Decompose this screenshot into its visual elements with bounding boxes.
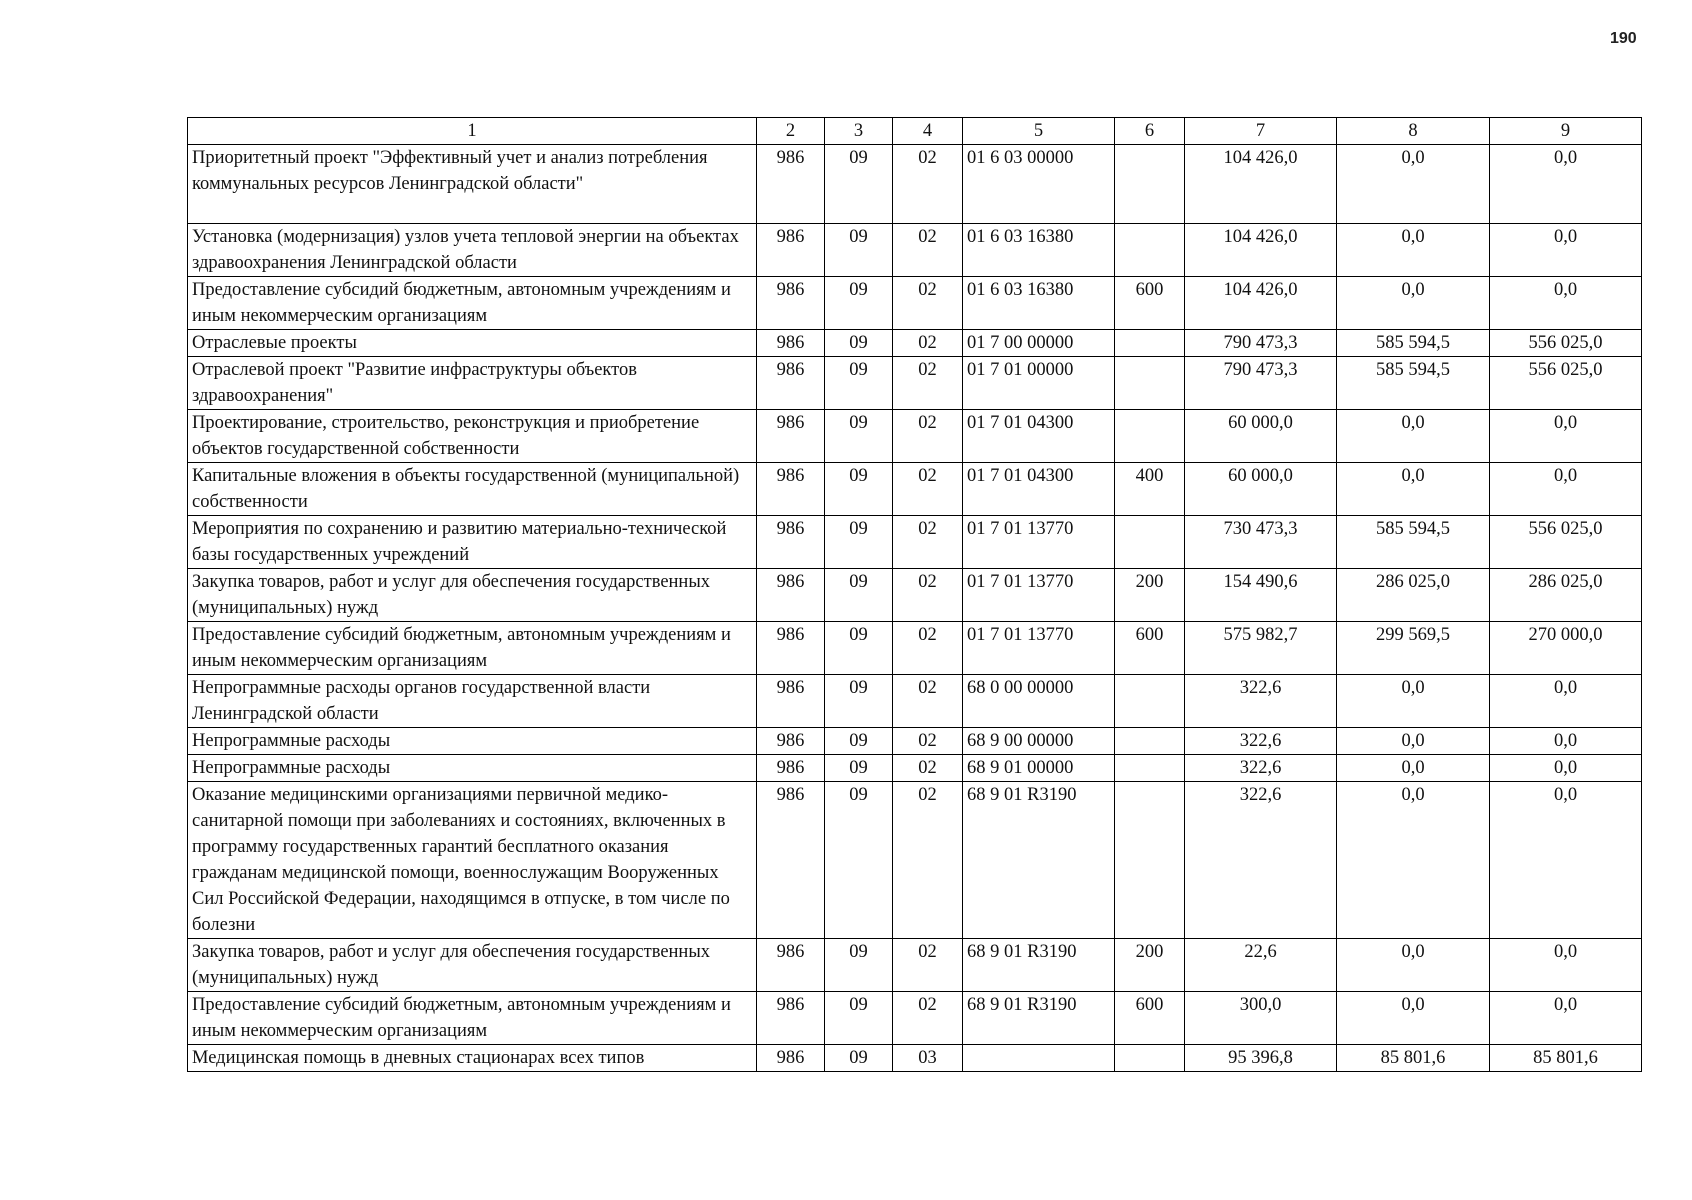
- expense-type-cell: 600: [1115, 992, 1185, 1045]
- ministry-code-cell: 986: [757, 755, 825, 782]
- expense-type-cell: 600: [1115, 622, 1185, 675]
- amount-year3-cell: 0,0: [1490, 782, 1642, 939]
- subsection-code-cell: 02: [893, 622, 963, 675]
- amount-year2-cell: 299 569,5: [1337, 622, 1490, 675]
- column-number: 5: [963, 118, 1115, 145]
- table-row: [188, 145, 1642, 224]
- target-article-cell: 68 9 00 00000: [963, 728, 1115, 755]
- table-row: [188, 224, 1642, 277]
- table-row: [188, 939, 1642, 992]
- expense-name-cell: Закупка товаров, работ и услуг для обеспечения государственных (муниципальных) нужд: [188, 569, 757, 622]
- subsection-code-cell: 02: [893, 145, 963, 224]
- expense-type-cell: [1115, 410, 1185, 463]
- amount-year1-cell: 104 426,0: [1185, 277, 1337, 330]
- ministry-code-cell: 986: [757, 224, 825, 277]
- ministry-code-cell: 986: [757, 330, 825, 357]
- expense-name-cell: Непрограммные расходы: [188, 728, 757, 755]
- amount-year2-cell: 585 594,5: [1337, 516, 1490, 569]
- column-number: 1: [188, 118, 757, 145]
- target-article-cell: [963, 1045, 1115, 1072]
- expense-name-cell: Оказание медицинскими организациями первичной медико-санитарной помощи при заболеваниях и состояниях, включенных в программу государственных гарантий бесплатного оказания гражданам медицинской помощи, военнослужащим Вооруженных Сил Российской Федерации, находящимся в отпуске, в том числе по болезни: [188, 782, 757, 939]
- amount-year3-cell: 556 025,0: [1490, 516, 1642, 569]
- section-code-cell: 09: [825, 224, 893, 277]
- ministry-code-cell: 986: [757, 357, 825, 410]
- amount-year3-cell: 556 025,0: [1490, 357, 1642, 410]
- expense-type-cell: [1115, 675, 1185, 728]
- target-article-cell: 01 7 01 13770: [963, 622, 1115, 675]
- subsection-code-cell: 02: [893, 224, 963, 277]
- amount-year1-cell: 322,6: [1185, 782, 1337, 939]
- subsection-code-cell: 02: [893, 569, 963, 622]
- amount-year2-cell: 0,0: [1337, 145, 1490, 224]
- target-article-cell: 68 9 01 R3190: [963, 992, 1115, 1045]
- section-code-cell: 09: [825, 357, 893, 410]
- ministry-code-cell: 986: [757, 277, 825, 330]
- subsection-code-cell: 02: [893, 463, 963, 516]
- expense-name-cell: Медицинская помощь в дневных стационарах всех типов: [188, 1045, 757, 1072]
- amount-year1-cell: 154 490,6: [1185, 569, 1337, 622]
- subsection-code-cell: 02: [893, 728, 963, 755]
- ministry-code-cell: 986: [757, 463, 825, 516]
- ministry-code-cell: 986: [757, 675, 825, 728]
- expense-type-cell: [1115, 1045, 1185, 1072]
- amount-year2-cell: 585 594,5: [1337, 330, 1490, 357]
- subsection-code-cell: 02: [893, 410, 963, 463]
- amount-year3-cell: 0,0: [1490, 992, 1642, 1045]
- target-article-cell: 01 7 01 04300: [963, 463, 1115, 516]
- amount-year3-cell: 0,0: [1490, 145, 1642, 224]
- amount-year2-cell: 0,0: [1337, 224, 1490, 277]
- expense-type-cell: 400: [1115, 463, 1185, 516]
- page-number: 190: [1610, 30, 1637, 47]
- table-row: [188, 410, 1642, 463]
- amount-year2-cell: 0,0: [1337, 277, 1490, 330]
- ministry-code-cell: 986: [757, 782, 825, 939]
- column-number: 9: [1490, 118, 1642, 145]
- subsection-code-cell: 02: [893, 782, 963, 939]
- expense-name-cell: Предоставление субсидий бюджетным, автономным учреждениям и иным некоммерческим организациям: [188, 277, 757, 330]
- subsection-code-cell: 02: [893, 992, 963, 1045]
- target-article-cell: 01 6 03 16380: [963, 277, 1115, 330]
- amount-year2-cell: 0,0: [1337, 410, 1490, 463]
- target-article-cell: 68 0 00 00000: [963, 675, 1115, 728]
- amount-year2-cell: 0,0: [1337, 675, 1490, 728]
- column-number: 7: [1185, 118, 1337, 145]
- table-row: [188, 569, 1642, 622]
- section-code-cell: 09: [825, 939, 893, 992]
- subsection-code-cell: 02: [893, 939, 963, 992]
- section-code-cell: 09: [825, 992, 893, 1045]
- subsection-code-cell: 02: [893, 330, 963, 357]
- section-code-cell: 09: [825, 569, 893, 622]
- amount-year1-cell: 322,6: [1185, 755, 1337, 782]
- amount-year2-cell: 85 801,6: [1337, 1045, 1490, 1072]
- amount-year2-cell: 0,0: [1337, 728, 1490, 755]
- amount-year3-cell: 0,0: [1490, 939, 1642, 992]
- section-code-cell: 09: [825, 463, 893, 516]
- expense-type-cell: [1115, 782, 1185, 939]
- expense-name-cell: Проектирование, строительство, реконструкция и приобретение объектов государственной собственности: [188, 410, 757, 463]
- ministry-code-cell: 986: [757, 569, 825, 622]
- amount-year3-cell: 0,0: [1490, 224, 1642, 277]
- section-code-cell: 09: [825, 1045, 893, 1072]
- expense-name-cell: Мероприятия по сохранению и развитию материально-технической базы государственных учреждений: [188, 516, 757, 569]
- target-article-cell: 01 6 03 00000: [963, 145, 1115, 224]
- table-row: [188, 622, 1642, 675]
- target-article-cell: 01 7 01 13770: [963, 569, 1115, 622]
- amount-year3-cell: 85 801,6: [1490, 1045, 1642, 1072]
- ministry-code-cell: 986: [757, 1045, 825, 1072]
- section-code-cell: 09: [825, 330, 893, 357]
- amount-year1-cell: 104 426,0: [1185, 224, 1337, 277]
- target-article-cell: 68 9 01 R3190: [963, 782, 1115, 939]
- subsection-code-cell: 03: [893, 1045, 963, 1072]
- target-article-cell: 01 7 01 13770: [963, 516, 1115, 569]
- section-code-cell: 09: [825, 516, 893, 569]
- expense-type-cell: [1115, 728, 1185, 755]
- table-row: [188, 277, 1642, 330]
- column-number: 8: [1337, 118, 1490, 145]
- amount-year3-cell: 286 025,0: [1490, 569, 1642, 622]
- amount-year1-cell: 322,6: [1185, 728, 1337, 755]
- amount-year3-cell: 0,0: [1490, 463, 1642, 516]
- target-article-cell: 68 9 01 R3190: [963, 939, 1115, 992]
- expense-type-cell: [1115, 357, 1185, 410]
- target-article-cell: 01 7 01 00000: [963, 357, 1115, 410]
- table-row: [188, 675, 1642, 728]
- amount-year2-cell: 0,0: [1337, 939, 1490, 992]
- amount-year3-cell: 0,0: [1490, 410, 1642, 463]
- subsection-code-cell: 02: [893, 357, 963, 410]
- amount-year2-cell: 0,0: [1337, 463, 1490, 516]
- target-article-cell: 68 9 01 00000: [963, 755, 1115, 782]
- expense-type-cell: [1115, 330, 1185, 357]
- amount-year2-cell: 286 025,0: [1337, 569, 1490, 622]
- budget-table: [187, 117, 1642, 1072]
- amount-year3-cell: 0,0: [1490, 755, 1642, 782]
- amount-year1-cell: 60 000,0: [1185, 410, 1337, 463]
- section-code-cell: 09: [825, 675, 893, 728]
- amount-year2-cell: 585 594,5: [1337, 357, 1490, 410]
- amount-year2-cell: 0,0: [1337, 755, 1490, 782]
- expense-name-cell: Непрограммные расходы: [188, 755, 757, 782]
- section-code-cell: 09: [825, 410, 893, 463]
- expense-type-cell: [1115, 145, 1185, 224]
- amount-year1-cell: 790 473,3: [1185, 357, 1337, 410]
- ministry-code-cell: 986: [757, 939, 825, 992]
- expense-name-cell: Отраслевой проект "Развитие инфраструктуры объектов здравоохранения": [188, 357, 757, 410]
- amount-year3-cell: 270 000,0: [1490, 622, 1642, 675]
- section-code-cell: 09: [825, 277, 893, 330]
- amount-year1-cell: 22,6: [1185, 939, 1337, 992]
- table-row: [188, 728, 1642, 755]
- subsection-code-cell: 02: [893, 516, 963, 569]
- amount-year1-cell: 300,0: [1185, 992, 1337, 1045]
- table-row: [188, 782, 1642, 939]
- target-article-cell: 01 6 03 16380: [963, 224, 1115, 277]
- subsection-code-cell: 02: [893, 277, 963, 330]
- amount-year1-cell: 322,6: [1185, 675, 1337, 728]
- amount-year3-cell: 0,0: [1490, 675, 1642, 728]
- section-code-cell: 09: [825, 622, 893, 675]
- section-code-cell: 09: [825, 145, 893, 224]
- section-code-cell: 09: [825, 755, 893, 782]
- column-number-row: [188, 118, 1642, 145]
- expense-name-cell: Приоритетный проект "Эффективный учет и анализ потребления коммунальных ресурсов Ленинградской области": [188, 145, 757, 224]
- amount-year1-cell: 60 000,0: [1185, 463, 1337, 516]
- column-number: 3: [825, 118, 893, 145]
- expense-name-cell: Предоставление субсидий бюджетным, автономным учреждениям и иным некоммерческим организациям: [188, 622, 757, 675]
- expense-type-cell: 200: [1115, 939, 1185, 992]
- ministry-code-cell: 986: [757, 410, 825, 463]
- table-row: [188, 992, 1642, 1045]
- subsection-code-cell: 02: [893, 755, 963, 782]
- expense-name-cell: Предоставление субсидий бюджетным, автономным учреждениям и иным некоммерческим организациям: [188, 992, 757, 1045]
- amount-year1-cell: 575 982,7: [1185, 622, 1337, 675]
- expense-name-cell: Отраслевые проекты: [188, 330, 757, 357]
- amount-year2-cell: 0,0: [1337, 992, 1490, 1045]
- subsection-code-cell: 02: [893, 675, 963, 728]
- expense-type-cell: 200: [1115, 569, 1185, 622]
- amount-year3-cell: 556 025,0: [1490, 330, 1642, 357]
- ministry-code-cell: 986: [757, 622, 825, 675]
- table-row: [188, 357, 1642, 410]
- section-code-cell: 09: [825, 782, 893, 939]
- expense-type-cell: [1115, 224, 1185, 277]
- amount-year3-cell: 0,0: [1490, 277, 1642, 330]
- expense-name-cell: Непрограммные расходы органов государственной власти Ленинградской области: [188, 675, 757, 728]
- amount-year2-cell: 0,0: [1337, 782, 1490, 939]
- column-number: 6: [1115, 118, 1185, 145]
- expense-type-cell: [1115, 755, 1185, 782]
- expense-name-cell: Капитальные вложения в объекты государственной (муниципальной) собственности: [188, 463, 757, 516]
- table-row: [188, 1045, 1642, 1072]
- ministry-code-cell: 986: [757, 516, 825, 569]
- amount-year1-cell: 95 396,8: [1185, 1045, 1337, 1072]
- table-row: [188, 516, 1642, 569]
- expense-type-cell: 600: [1115, 277, 1185, 330]
- target-article-cell: 01 7 00 00000: [963, 330, 1115, 357]
- table-row: [188, 755, 1642, 782]
- expense-name-cell: Закупка товаров, работ и услуг для обеспечения государственных (муниципальных) нужд: [188, 939, 757, 992]
- amount-year1-cell: 104 426,0: [1185, 145, 1337, 224]
- expense-name-cell: Установка (модернизация) узлов учета тепловой энергии на объектах здравоохранения Ленинградской области: [188, 224, 757, 277]
- ministry-code-cell: 986: [757, 145, 825, 224]
- section-code-cell: 09: [825, 728, 893, 755]
- target-article-cell: 01 7 01 04300: [963, 410, 1115, 463]
- ministry-code-cell: 986: [757, 992, 825, 1045]
- table-row: [188, 330, 1642, 357]
- amount-year1-cell: 730 473,3: [1185, 516, 1337, 569]
- column-number: 2: [757, 118, 825, 145]
- amount-year1-cell: 790 473,3: [1185, 330, 1337, 357]
- table-row: [188, 463, 1642, 516]
- expense-type-cell: [1115, 516, 1185, 569]
- column-number: 4: [893, 118, 963, 145]
- ministry-code-cell: 986: [757, 728, 825, 755]
- amount-year3-cell: 0,0: [1490, 728, 1642, 755]
